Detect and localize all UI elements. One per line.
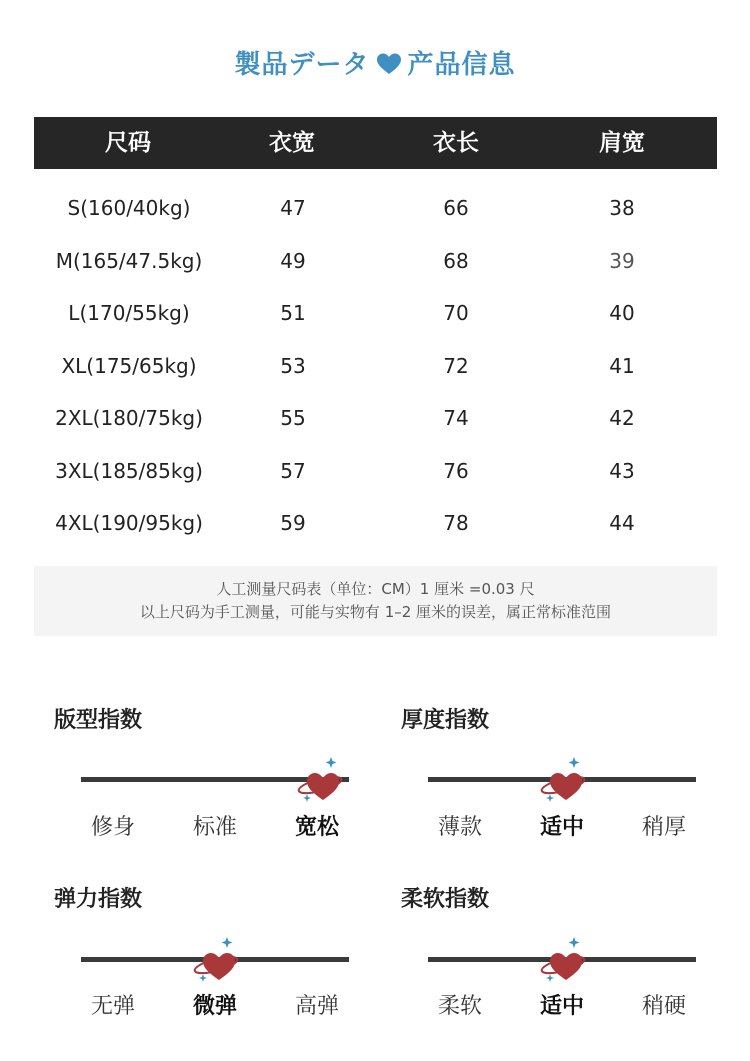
table-header	[34, 117, 717, 169]
softness-label-soft: 柔软	[437, 994, 482, 1019]
note-line-1: 人工测量尺码表（单位：CM）1 厘米 =0.03 尺	[216, 580, 535, 598]
size-cell: L(170/55kg)	[68, 301, 190, 325]
width-cell: 57	[280, 458, 306, 483]
title-chinese: 产品信息	[407, 50, 516, 80]
thickness-label-medium: 适中	[539, 815, 584, 840]
length-cell: 68	[443, 248, 469, 273]
table-row	[34, 340, 717, 393]
fit-label-standard: 标准	[192, 815, 237, 840]
shoulder-cell: 42	[609, 406, 635, 430]
heart-planet-icon	[189, 934, 243, 988]
length-cell: 66	[443, 196, 469, 220]
size-cell: 4XL(190/95kg)	[55, 511, 203, 535]
shoulder-cell: 43	[609, 458, 635, 483]
table-row	[34, 445, 717, 498]
shoulder-cell: 38	[609, 196, 635, 220]
shoulder-cell: 39	[609, 248, 635, 273]
shoulder-cell: 44	[609, 511, 635, 535]
softness-label-stiff: 稍硬	[641, 994, 686, 1019]
width-cell: 59	[280, 511, 306, 535]
elasticity-index-title: 弹力指数	[54, 887, 143, 912]
heart-planet-icon	[293, 754, 347, 808]
softness-label-medium: 适中	[539, 994, 584, 1019]
table-row	[34, 497, 717, 550]
width-cell: 49	[280, 248, 306, 273]
thickness-label-thick: 稍厚	[641, 815, 686, 840]
softness-index-title: 柔软指数	[401, 887, 490, 912]
table-row	[34, 182, 717, 235]
elasticity-label-high: 高弹	[294, 994, 339, 1019]
length-cell: 72	[443, 353, 469, 378]
length-cell: 74	[443, 406, 469, 430]
width-cell: 47	[280, 196, 306, 220]
width-cell: 51	[280, 301, 306, 325]
size-cell: XL(175/65kg)	[61, 353, 197, 378]
shoulder-cell: 40	[609, 301, 635, 325]
heart-planet-icon	[536, 934, 590, 988]
size-cell: M(165/47.5kg)	[55, 248, 203, 273]
table-row	[34, 235, 717, 288]
fit-label-slim: 修身	[90, 815, 135, 840]
size-cell: S(160/40kg)	[67, 196, 191, 220]
header-chest-width: 衣宽	[269, 130, 315, 156]
length-cell: 70	[443, 301, 469, 325]
heart-planet-icon	[536, 754, 590, 808]
length-cell: 78	[443, 511, 469, 535]
header-length: 衣长	[433, 130, 479, 156]
note-line-2: 以上尺码为手工测量，可能与实物有 1–2 厘米的误差，属正常标准范围	[139, 603, 612, 621]
size-cell: 2XL(180/75kg)	[55, 406, 203, 430]
thickness-label-thin: 薄款	[437, 815, 482, 840]
width-cell: 55	[280, 406, 306, 430]
elasticity-label-slight: 微弹	[192, 994, 237, 1019]
width-cell: 53	[280, 353, 306, 378]
header-shoulder: 肩宽	[599, 130, 645, 156]
title-japanese: 製品データ	[234, 50, 370, 80]
elasticity-label-none: 无弹	[90, 994, 135, 1019]
fit-index-title: 版型指数	[54, 708, 143, 733]
measurement-note	[34, 566, 717, 636]
shoulder-cell: 41	[609, 353, 635, 378]
size-table	[34, 182, 717, 550]
header-size: 尺码	[105, 130, 151, 156]
size-cell: 3XL(185/85kg)	[55, 458, 203, 483]
heart-icon	[376, 52, 402, 83]
thickness-index-title: 厚度指数	[401, 708, 490, 733]
fit-label-loose: 宽松	[294, 815, 339, 840]
table-row	[34, 392, 717, 445]
length-cell: 76	[443, 458, 469, 483]
page-title	[0, 44, 750, 83]
table-row	[34, 287, 717, 340]
